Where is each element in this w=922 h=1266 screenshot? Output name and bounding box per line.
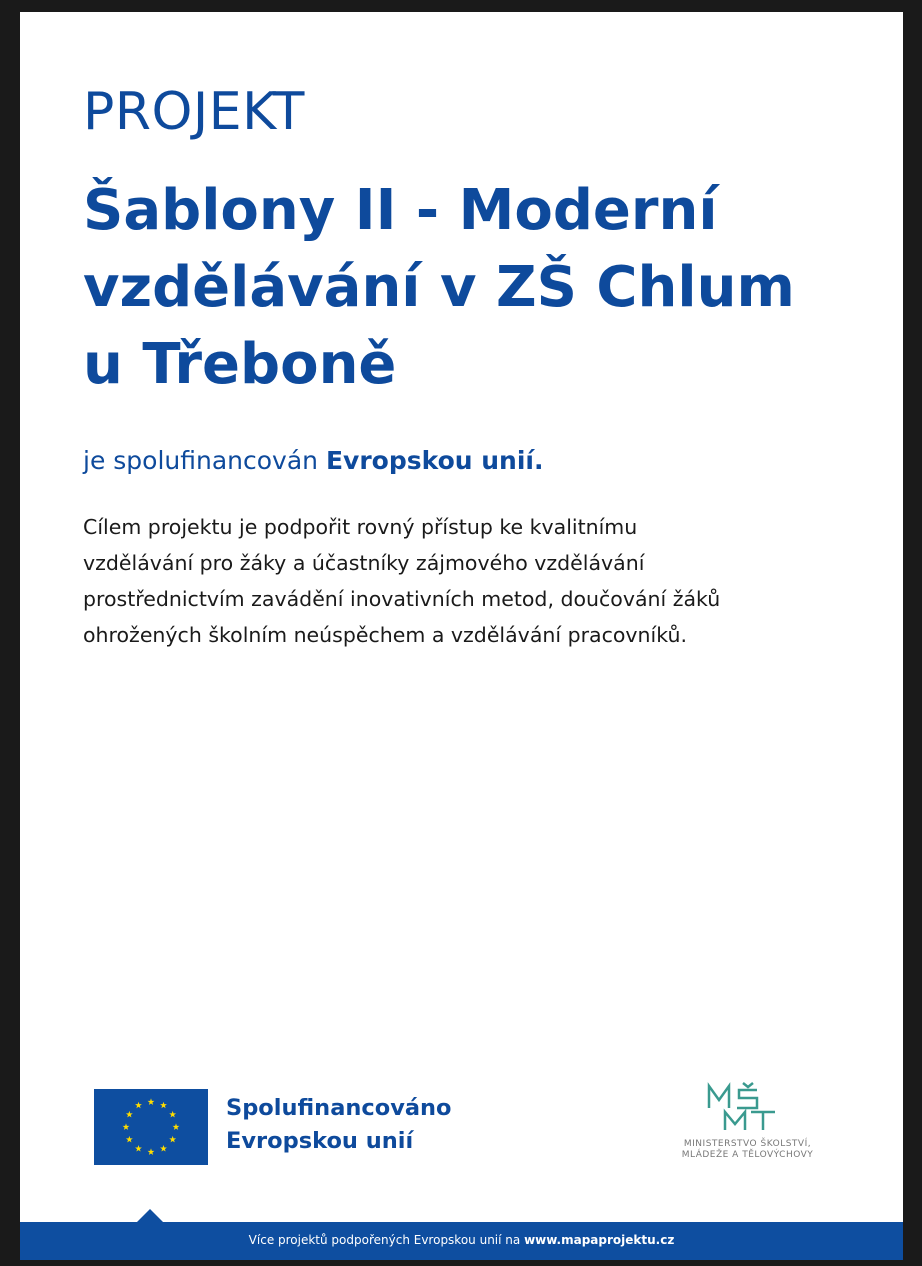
- eu-star-icon: [169, 1136, 176, 1143]
- msmt-name-line: MLÁDEŽE A TĚLOVÝCHOVY: [681, 1150, 814, 1160]
- eu-star-icon: [126, 1111, 133, 1118]
- project-description: [83, 509, 863, 653]
- project-title-line: vzdělávání v ZŠ Chlum: [83, 255, 795, 320]
- project-title: [83, 172, 843, 403]
- description-line: vzdělávání pro žáky a účastníky zájmového vzdělávání: [83, 551, 645, 575]
- cofinanced-statement: [83, 446, 544, 475]
- description-line: ohrožených školním neúspěchem a vzdělávání pracovníků.: [83, 623, 687, 647]
- eu-star-icon: [160, 1102, 167, 1109]
- cofinanced-eu: Evropskou unií.: [325, 446, 544, 475]
- footer-bar: [20, 1222, 903, 1260]
- eu-flag-logo: [94, 1089, 208, 1165]
- footer-link[interactable]: www.mapaprojektu.cz: [524, 1233, 675, 1247]
- eu-text-line: Spolufinancováno: [226, 1095, 452, 1121]
- footer-text: Více projektů podpořených Evropskou unií na: [248, 1233, 525, 1247]
- eu-star-icon: [135, 1102, 142, 1109]
- msmt-mark-icon: [705, 1082, 790, 1134]
- eu-star-icon: [126, 1136, 133, 1143]
- eu-text-line: Evropskou unií: [226, 1128, 414, 1154]
- project-title-line: Šablony II - Moderní: [83, 178, 718, 243]
- footer-notch: [137, 1209, 163, 1222]
- eu-star-icon: [123, 1123, 130, 1130]
- project-title-line: u Třeboně: [83, 332, 397, 397]
- cofinanced-prefix: je spolufinancován: [83, 446, 326, 475]
- description-line: prostřednictvím zavádění inovativních metod, doučování žáků: [83, 587, 721, 611]
- eu-star-icon: [173, 1123, 180, 1130]
- poster-page: [20, 12, 903, 1260]
- eu-star-icon: [148, 1098, 155, 1105]
- msmt-name: [660, 1139, 835, 1161]
- description-line: Cílem projektu je podpořit rovný přístup ke kvalitnímu: [83, 515, 638, 539]
- msmt-logo: [660, 1082, 835, 1167]
- project-label: PROJEKT: [83, 82, 305, 142]
- eu-cofinanced-text: [226, 1092, 452, 1158]
- eu-star-icon: [160, 1145, 167, 1152]
- msmt-name-line: MINISTERSTVO ŠKOLSTVÍ,: [683, 1139, 812, 1149]
- eu-star-icon: [135, 1145, 142, 1152]
- eu-star-icon: [148, 1148, 155, 1155]
- eu-star-icon: [169, 1111, 176, 1118]
- eu-stars-icon: [94, 1089, 208, 1165]
